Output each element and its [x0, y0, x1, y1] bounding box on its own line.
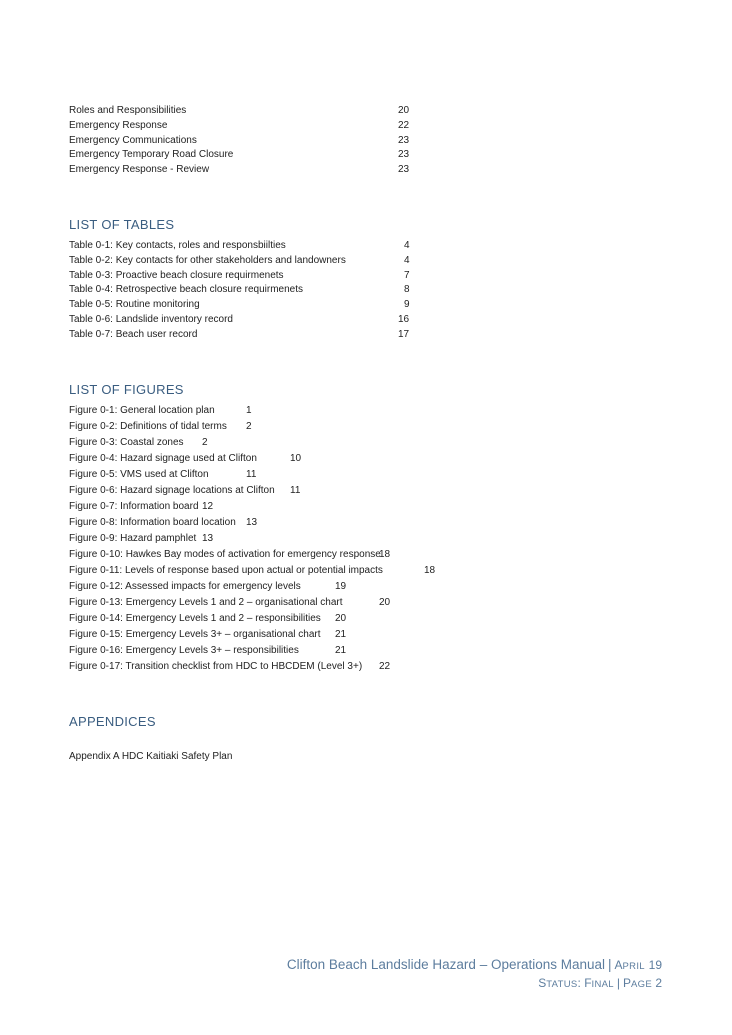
list-of-figures: [69, 403, 449, 675]
page-footer: [287, 956, 662, 992]
figure-entry[interactable]: Figure 0-11: Levels of response based upon actual or potential impacts 18: [69, 565, 436, 576]
list-of-figures-heading: LIST OF FIGURES: [69, 382, 184, 397]
table-entry[interactable]: Table 0-2: Key contacts for other stakeholders and landowners 4: [69, 254, 410, 266]
table-entry[interactable]: Table 0-7: Beach user record 17: [69, 328, 410, 340]
list-of-tables-heading: LIST OF TABLES: [69, 217, 175, 232]
appendices-heading: APPENDICES: [69, 714, 156, 729]
toc-entry[interactable]: Emergency Response 22: [69, 119, 410, 131]
figure-entry[interactable]: Figure 0-17: Transition checklist from HDC to HBCDEM (Level 3+) 22: [69, 661, 391, 672]
figure-entry[interactable]: Figure 0-8: Information board location 13: [69, 517, 258, 528]
figure-entry[interactable]: Figure 0-4: Hazard signage used at Clifton 10: [69, 453, 302, 464]
figure-entry[interactable]: Figure 0-5: VMS used at Clifton 11: [69, 469, 257, 480]
figure-entry[interactable]: Figure 0-2: Definitions of tidal terms 2: [69, 421, 252, 432]
figure-entry[interactable]: Figure 0-7: Information board 12: [69, 501, 214, 512]
table-entry[interactable]: Table 0-6: Landslide inventory record 16: [69, 313, 410, 325]
figure-entry[interactable]: Figure 0-10: Hawkes Bay modes of activation for emergency response 18: [69, 549, 391, 560]
appendix-entry[interactable]: Appendix A HDC Kaitiaki Safety Plan: [69, 751, 233, 762]
toc-entry[interactable]: Emergency Temporary Road Closure 23: [69, 149, 410, 161]
figure-entry[interactable]: Figure 0-12: Assessed impacts for emergency levels 19: [69, 581, 347, 592]
figure-entry[interactable]: Figure 0-3: Coastal zones 2: [69, 437, 208, 448]
list-of-tables: [69, 239, 429, 343]
table-entry[interactable]: Table 0-3: Proactive beach closure requirmenets 7: [69, 269, 410, 281]
footer-status-line: STATUS: FINAL | PAGE 2: [538, 976, 662, 990]
table-entry[interactable]: Table 0-1: Key contacts, roles and responsbiilties 4: [69, 240, 410, 251]
figure-entry[interactable]: Figure 0-16: Emergency Levels 3+ – responsibilities 21: [69, 645, 347, 656]
figure-entry[interactable]: Figure 0-13: Emergency Levels 1 and 2 – organisational chart 20: [69, 597, 391, 608]
table-entry[interactable]: Table 0-4: Retrospective beach closure requirmenets 8: [69, 284, 410, 296]
figure-entry[interactable]: Figure 0-14: Emergency Levels 1 and 2 – responsibilities 20: [69, 613, 347, 624]
page-number: 2: [655, 976, 662, 990]
figure-entry[interactable]: Figure 0-6: Hazard signage locations at Clifton 11: [69, 485, 301, 496]
toc-entry[interactable]: Roles and Responsibilities 20: [69, 105, 410, 116]
figure-entry[interactable]: Figure 0-9: Hazard pamphlet 13: [69, 533, 214, 544]
document-title: Clifton Beach Landslide Hazard – Operations Manual: [286, 957, 606, 972]
toc-entry[interactable]: Emergency Communications 23: [69, 134, 410, 146]
figure-entry[interactable]: Figure 0-15: Emergency Levels 3+ – organisational chart 21: [69, 629, 347, 640]
footer-title-line: Clifton Beach Landslide Hazard – Operations Manual | APRIL 19: [286, 957, 662, 972]
figure-entry[interactable]: Figure 0-1: General location plan 1: [69, 405, 252, 416]
toc-entry[interactable]: Emergency Response - Review 23: [69, 164, 410, 176]
toc-sections: [69, 104, 429, 178]
table-entry[interactable]: Table 0-5: Routine monitoring 9: [69, 299, 410, 311]
